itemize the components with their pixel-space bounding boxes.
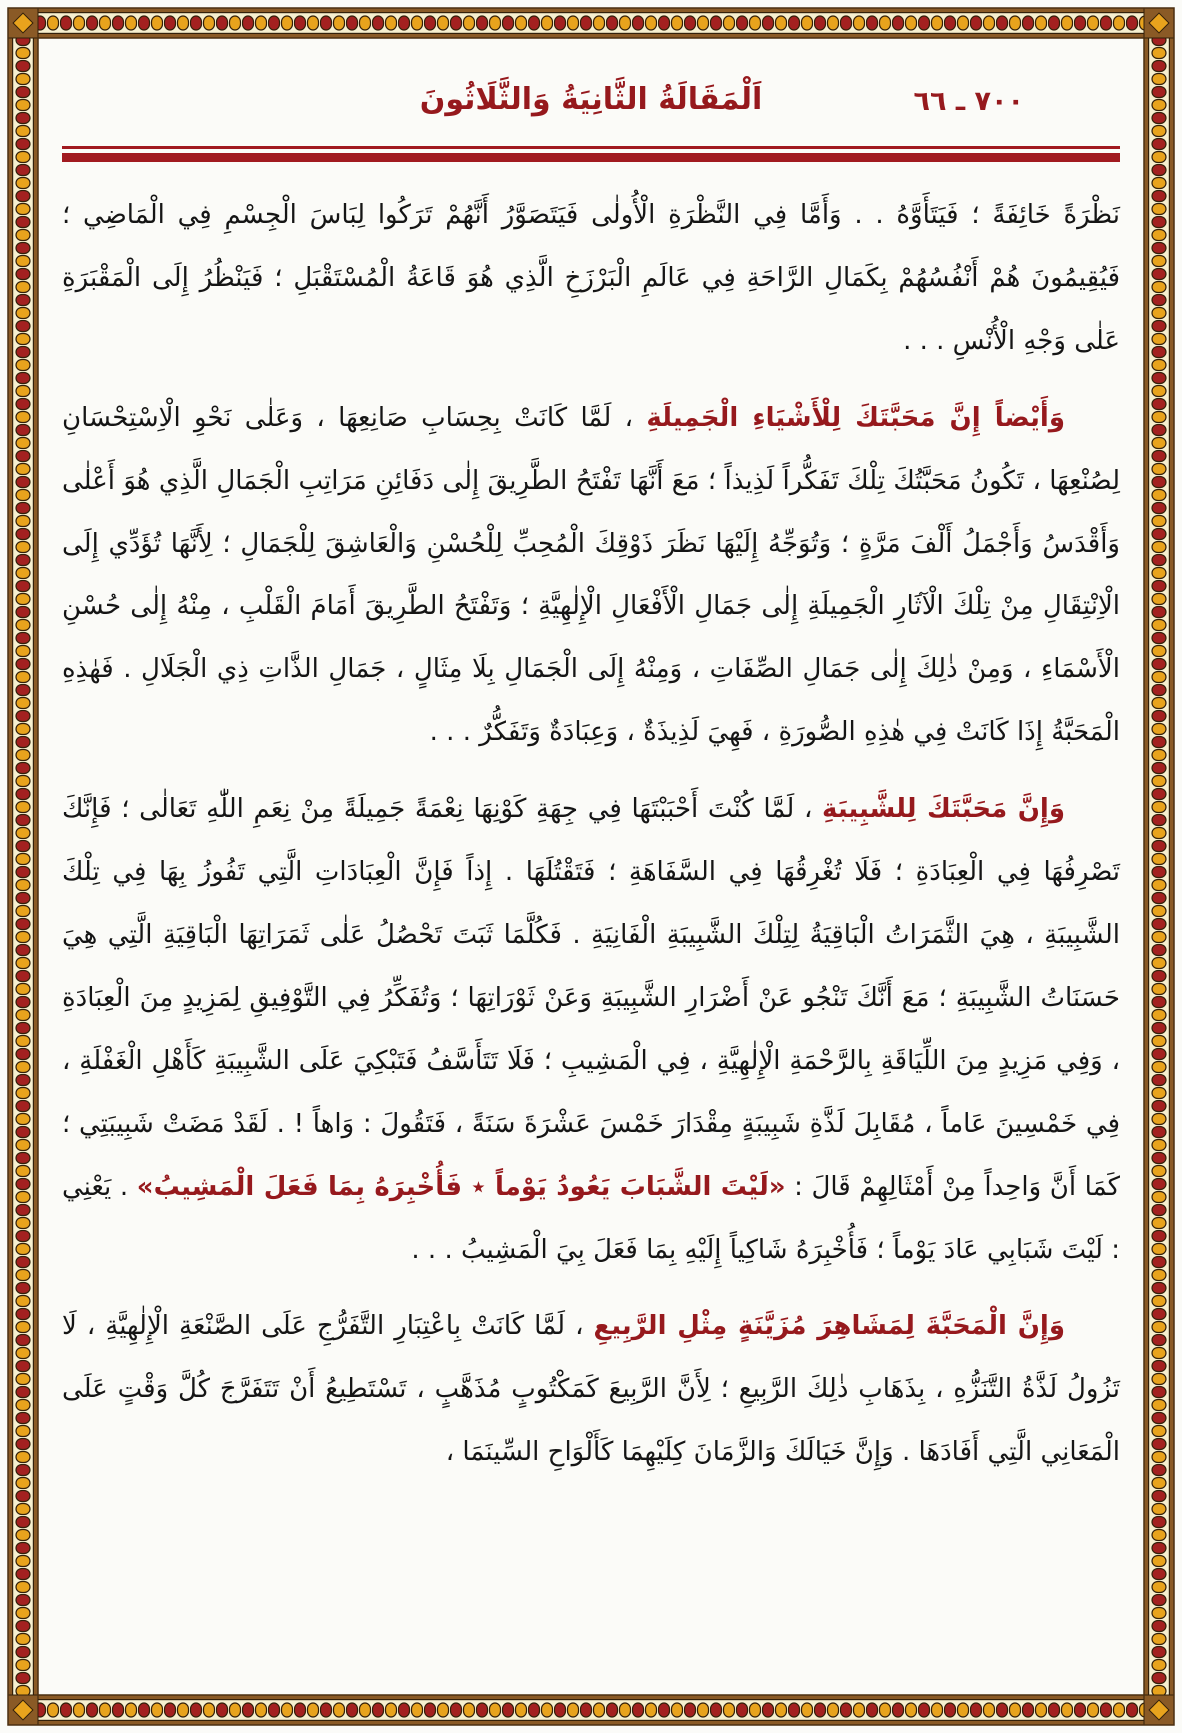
- divider-thin-line: [62, 146, 1120, 149]
- page-header: [62, 38, 1120, 134]
- paragraph-opener: وَإِنَّ مَحَبَّتَكَ لِلشَّبِيبَةِ: [822, 794, 1065, 825]
- paragraph-text: ، لَمَّا كُنْتَ أَحْبَبْتَهَا فِي جِهَةِ كَوْنِهَا نِعْمَةً جَمِيلَةً مِنْ نِعَمِ اللّٰهِ تَعَالٰى ؛ فَإِنَّكَ تَصْرِفُهَا فِي الْعِبَادَةِ ؛ فَلَا تُغْرِقُهَا فِي السَّفَاهَةِ ؛ فَتَقْتُلَهَا . إِذاً فَإِنَّ الْعِبَادَاتِ الَّتِي تَفُوزُ بِهَا فِي تِلْكَ الشَّبِيبَةِ ، هِيَ الثَّمَرَاتُ الْبَاقِيَةُ لِتِلْكَ الشَّبِيبَةِ الْفَانِيَةِ . فَكُلَّمَا ثَبَتَ تَحْصُلُ عَلٰى ثَمَرَاتِهَا الْبَاقِيَةِ الَّتِي هِيَ حَسَنَاتُ الشَّبِيبَةِ ؛ مَعَ أَنَّكَ تَنْجُو عَنْ أَضْرَارِ الشَّبِيبَةِ وَعَنْ ثَوْرَاتِهَا ؛ وَتُفَكِّرُ فِي التَّوْفِيقِ لِمَزِيدٍ مِنَ الْعِبَادَةِ ، وَفِي مَزِيدٍ مِنَ اللِّيَاقَةِ بِالرَّحْمَةِ الْإِلٰهِيَّةِ ، فِي الْمَشِيبِ ؛ فَلَا تَتَأَسَّفُ فَتَبْكِيَ عَلَى الشَّبِيبَةِ كَأَهْلِ الْغَفْلَةِ ، فِي خَمْسِينَ عَاماً ، مُقَابِلَ لَذَّةِ شَبِيبَةٍ مِقْدَارَ خَمْسَ عَشْرَةَ سَنَةً ، فَتَقُولَ : وَاهاً ! . لَقَدْ مَضَتْ شَبِيبَتِي ؛ كَمَا أَنَّ وَاحِداً مِنْ أَمْثَالِهِمْ قَالَ :: [62, 794, 1121, 1202]
- page-content: [62, 38, 1120, 1691]
- paragraph-4: [62, 1295, 1120, 1484]
- paragraph-3: [62, 778, 1120, 1281]
- page-numbers: ٧٠٠ ـ ٦٦: [913, 86, 1024, 117]
- paragraph-text: . يَعْنِي : لَيْتَ شَبَابِي عَادَ يَوْماً ؛ فَأُخْبِرَهُ شَاكِياً إِلَيْهِ بِمَا فَعَلَ بِيَ الْمَشِيبُ . . .: [62, 1171, 1120, 1265]
- paragraph-opener: وَأَيْضاً إِنَّ مَحَبَّتَكَ لِلْأَشْيَاءِ الْجَمِيلَةِ: [646, 402, 1065, 433]
- paragraph-1: [62, 184, 1120, 373]
- paragraph-2: [62, 387, 1120, 764]
- header-divider: [62, 146, 1120, 162]
- paragraph-text: نَظْرَةً خَائِفَةً ؛ فَيَتَأَوَّهُ . . وَأَمَّا فِي النَّظْرَةِ الْأُولٰى فَيَتَصَوَّرُ أَنَّهُمْ تَرَكُوا لِبَاسَ الْجِسْمِ فِي الْمَاضِي ؛ فَيُقِيمُونَ هُمْ أَنْفُسُهُمْ بِكَمَالِ الرَّاحَةِ فِي عَالَمِ الْبَرْزَخِ الَّذِي هُوَ قَاعَةُ الْمُسْتَقْبَلِ ؛ فَيَنْظُرُ إِلَى الْمَقْبَرَةِ عَلٰى وَجْهِ الْأُنْسِ . . .: [62, 200, 1120, 356]
- paragraph-text: ، لَمَّا كَانَتْ بِحِسَابِ صَانِعِهَا ، وَعَلٰى نَحْوِ الْاِسْتِحْسَانِ لِصُنْعِهَا ، تَكُونُ مَحَبَّتُكَ تِلْكَ تَفَكُّراً لَذِيذاً ؛ مَعَ أَنَّهَا تَفْتَحُ الطَّرِيقَ إِلٰى دَفَائِنِ مَرَاتِبِ الْجَمَالِ الَّذِي هُوَ أَعْلٰى وَأَقْدَسُ وَأَجْمَلُ أَلْفَ مَرَّةٍ ؛ وَتُوَجِّهُ إِلَيْهَا نَظَرَ ذَوْقِكَ الْمُحِبِّ لِلْحُسْنِ وَالْعَاشِقَ لِلْجَمَالِ ؛ لِأَنَّهَا تُؤَدِّي إِلَى الْاِنْتِقَالِ مِنْ تِلْكَ الْآثَارِ الْجَمِيلَةِ إِلٰى جَمَالِ الْأَفْعَالِ الْإِلٰهِيَّةِ ؛ وَتَفْتَحُ الطَّرِيقَ أَمَامَ الْقَلْبِ ، مِنْهُ إِلٰى حُسْنِ الْأَسْمَاءِ ، وَمِنْ ذٰلِكَ إِلٰى جَمَالِ الصِّفَاتِ ، وَمِنْهُ إِلَى الْجَمَالِ بِلَا مِثَالٍ ، جَمَالِ الذَّاتِ ذِي الْجَلَالِ . فَهٰذِهِ الْمَحَبَّةُ إِذَا كَانَتْ فِي هٰذِهِ الصُّورَةِ ، فَهِيَ لَذِيذَةٌ ، وَعِبَادَةٌ وَتَفَكُّرٌ . . .: [62, 402, 1120, 748]
- verse-quote: «لَيْتَ الشَّبَابَ يَعُودُ يَوْماً ٭ فَأُخْبِرَهُ بِمَا فَعَلَ الْمَشِيبُ»: [136, 1171, 786, 1202]
- divider-thick-line: [62, 153, 1120, 162]
- paragraph-opener: وَإِنَّ الْمَحَبَّةَ لِمَشَاهِرَ مُزَيَّنَةٍ مِثْلِ الرَّبِيعِ: [593, 1311, 1065, 1342]
- paragraph-text: ، لَمَّا كَانَتْ بِاعْتِبَارِ التَّفَرُّجِ عَلَى الصَّنْعَةِ الْإِلٰهِيَّةِ ، لَا تَزُولُ لَذَّةُ التَّنَزُّهِ ، بِذَهَابِ ذٰلِكَ الرَّبِيعِ ؛ لِأَنَّ الرَّبِيعَ كَمَكْتُوبٍ مُذَهَّبٍ ، تَسْتَطِيعُ أَنْ تَتَفَرَّجَ كُلَّ وَقْتٍ عَلَى الْمَعَانِي الَّتِي أَفَادَهَا . وَإِنَّ خَيَالَكَ وَالزَّمَانَ كِلَيْهِمَا كَأَلْوَاحِ السِّينَمَا ،: [62, 1311, 1120, 1468]
- article-text: [62, 184, 1120, 1484]
- chapter-title: اَلْمَقَالَةُ الثَّانِيَةُ وَالثَّلَاثُونَ: [419, 82, 763, 117]
